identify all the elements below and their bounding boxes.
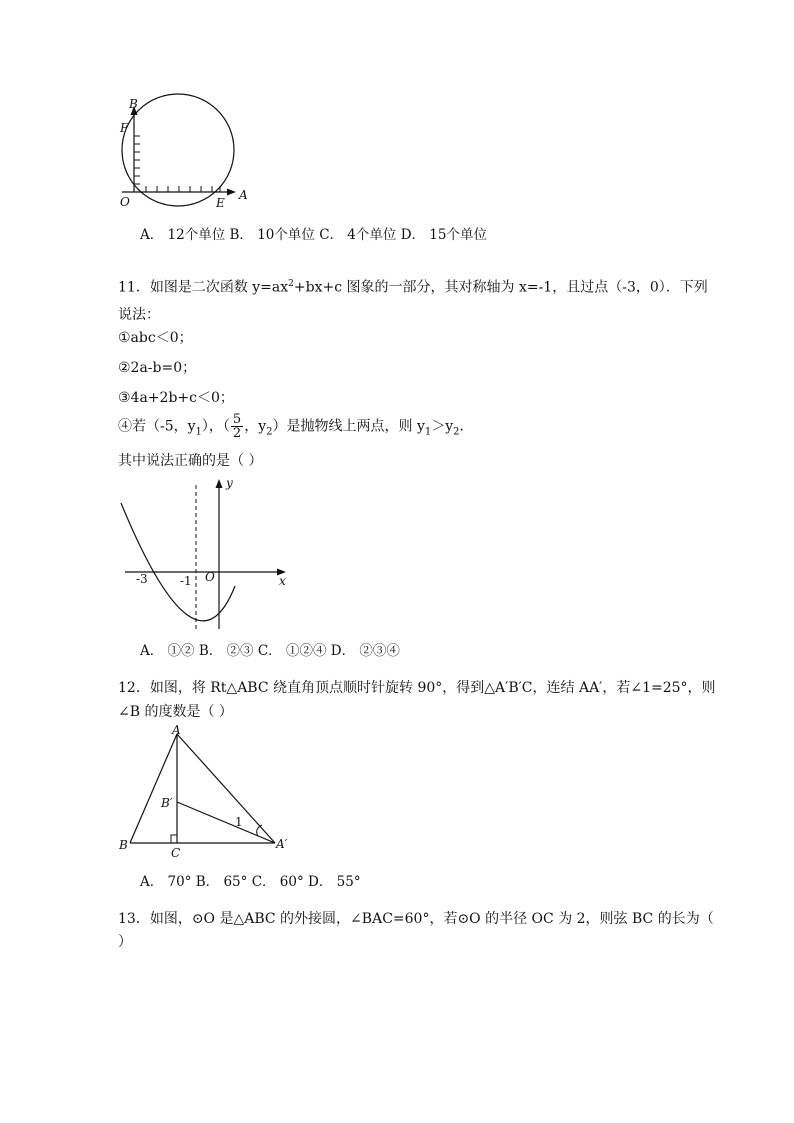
q11-fraction xyxy=(231,413,243,440)
q12-options: A． 70° B． 65° C． 60° D． 55° xyxy=(140,874,361,890)
q12-label-a: A xyxy=(172,723,181,737)
q11-fraction-num: 5 xyxy=(232,412,242,427)
q11-s4-c: ，y xyxy=(244,418,267,435)
q11-y-arrow xyxy=(216,479,223,488)
q11-s4-b: ），（ xyxy=(201,418,230,435)
q13-stem-line1: 13．如图，⊙O 是△ABC 的外接圆，∠BAC=60°，若⊙O 的半径 OC 为 2，则弦 BC 的长为（ xyxy=(118,911,714,927)
q11-parabola xyxy=(121,503,235,621)
q11-stem-sup: 2 xyxy=(288,279,294,289)
q11-label-o: O xyxy=(205,570,215,584)
q11-figure xyxy=(115,473,295,633)
q10-circle xyxy=(122,94,234,206)
q12-side-aa1 xyxy=(177,734,275,843)
q11-s4-f: ． xyxy=(459,418,474,435)
q11-s4-a: ④若（-5，y xyxy=(118,418,196,435)
q11-statement-3: ③4a+2b+c＜0； xyxy=(118,390,234,406)
q11-label-m1: -1 xyxy=(180,574,192,588)
q11-s4-d: ）是抛物线上两点，则 y xyxy=(272,418,425,435)
q12-label-a1: A′ xyxy=(276,837,288,851)
q10-label-a: A xyxy=(239,188,248,202)
q11-label-x: x xyxy=(279,574,286,588)
q11-statement-2: ②2a-b=0； xyxy=(118,360,197,376)
q11-label-m3: -3 xyxy=(136,572,148,586)
q10-arrow-a xyxy=(227,189,236,196)
q10-label-e: E xyxy=(216,196,225,210)
q11-ask: 其中说法正确的是（ ） xyxy=(118,453,263,469)
q12-side-b1a1 xyxy=(177,802,275,843)
q12-stem-line2: ∠B 的度数是（ ） xyxy=(118,704,233,720)
q12-figure xyxy=(115,724,290,864)
q11-statement-1: ①abc＜0； xyxy=(118,330,193,346)
q11-s4-sub1: 1 xyxy=(195,426,202,438)
q10-ticks-vertical xyxy=(134,136,140,184)
q11-stem-b: +bx+c 图象的一部分，其对称轴为 x=-1，且过点（-3，0）．下列 xyxy=(293,279,708,296)
q12-right-angle-mark xyxy=(171,835,177,843)
q11-s4-sub4: 2 xyxy=(453,426,460,438)
q11-label-y: y xyxy=(226,476,233,490)
q12-label-c: C xyxy=(171,846,181,860)
q11-stem xyxy=(118,275,708,297)
q13-stem-line2: ） xyxy=(118,934,132,950)
q12-label-b1: B′ xyxy=(161,796,173,810)
q10-ticks-horizontal xyxy=(146,186,220,192)
q12-stem-line1: 12．如图，将 Rt△ABC 绕直角顶点顺时针旋转 90°，得到△A′B′C，连结 AA′，若∠1=25°，则 xyxy=(118,680,716,696)
q11-options: A． ①② B． ②③ C． ①②④ D． ②③④ xyxy=(140,643,400,659)
q12-label-angle-1: 1 xyxy=(235,815,243,829)
q11-statement-4 xyxy=(118,413,474,441)
q10-figure xyxy=(112,96,257,211)
q12-label-b: B xyxy=(119,838,128,852)
q12-side-ba xyxy=(130,734,177,843)
q11-s4-sub3: 1 xyxy=(424,426,432,438)
q10-label-b: B xyxy=(129,97,138,111)
q11-s4-sub2: 2 xyxy=(266,426,273,438)
q11-fraction-den: 2 xyxy=(232,426,242,441)
q11-stem-line2: 说法： xyxy=(118,307,160,323)
q11-stem-a: 11．如图是二次函数 y=ax xyxy=(118,279,289,296)
q12-angle-1-arc xyxy=(257,825,262,836)
q10-label-o: O xyxy=(120,195,130,209)
q10-label-f: F xyxy=(120,121,129,135)
q11-s4-e: ＞y xyxy=(431,418,454,435)
q10-options: A． 12个单位 B． 10个单位 C． 4个单位 D． 15个单位 xyxy=(140,227,487,243)
